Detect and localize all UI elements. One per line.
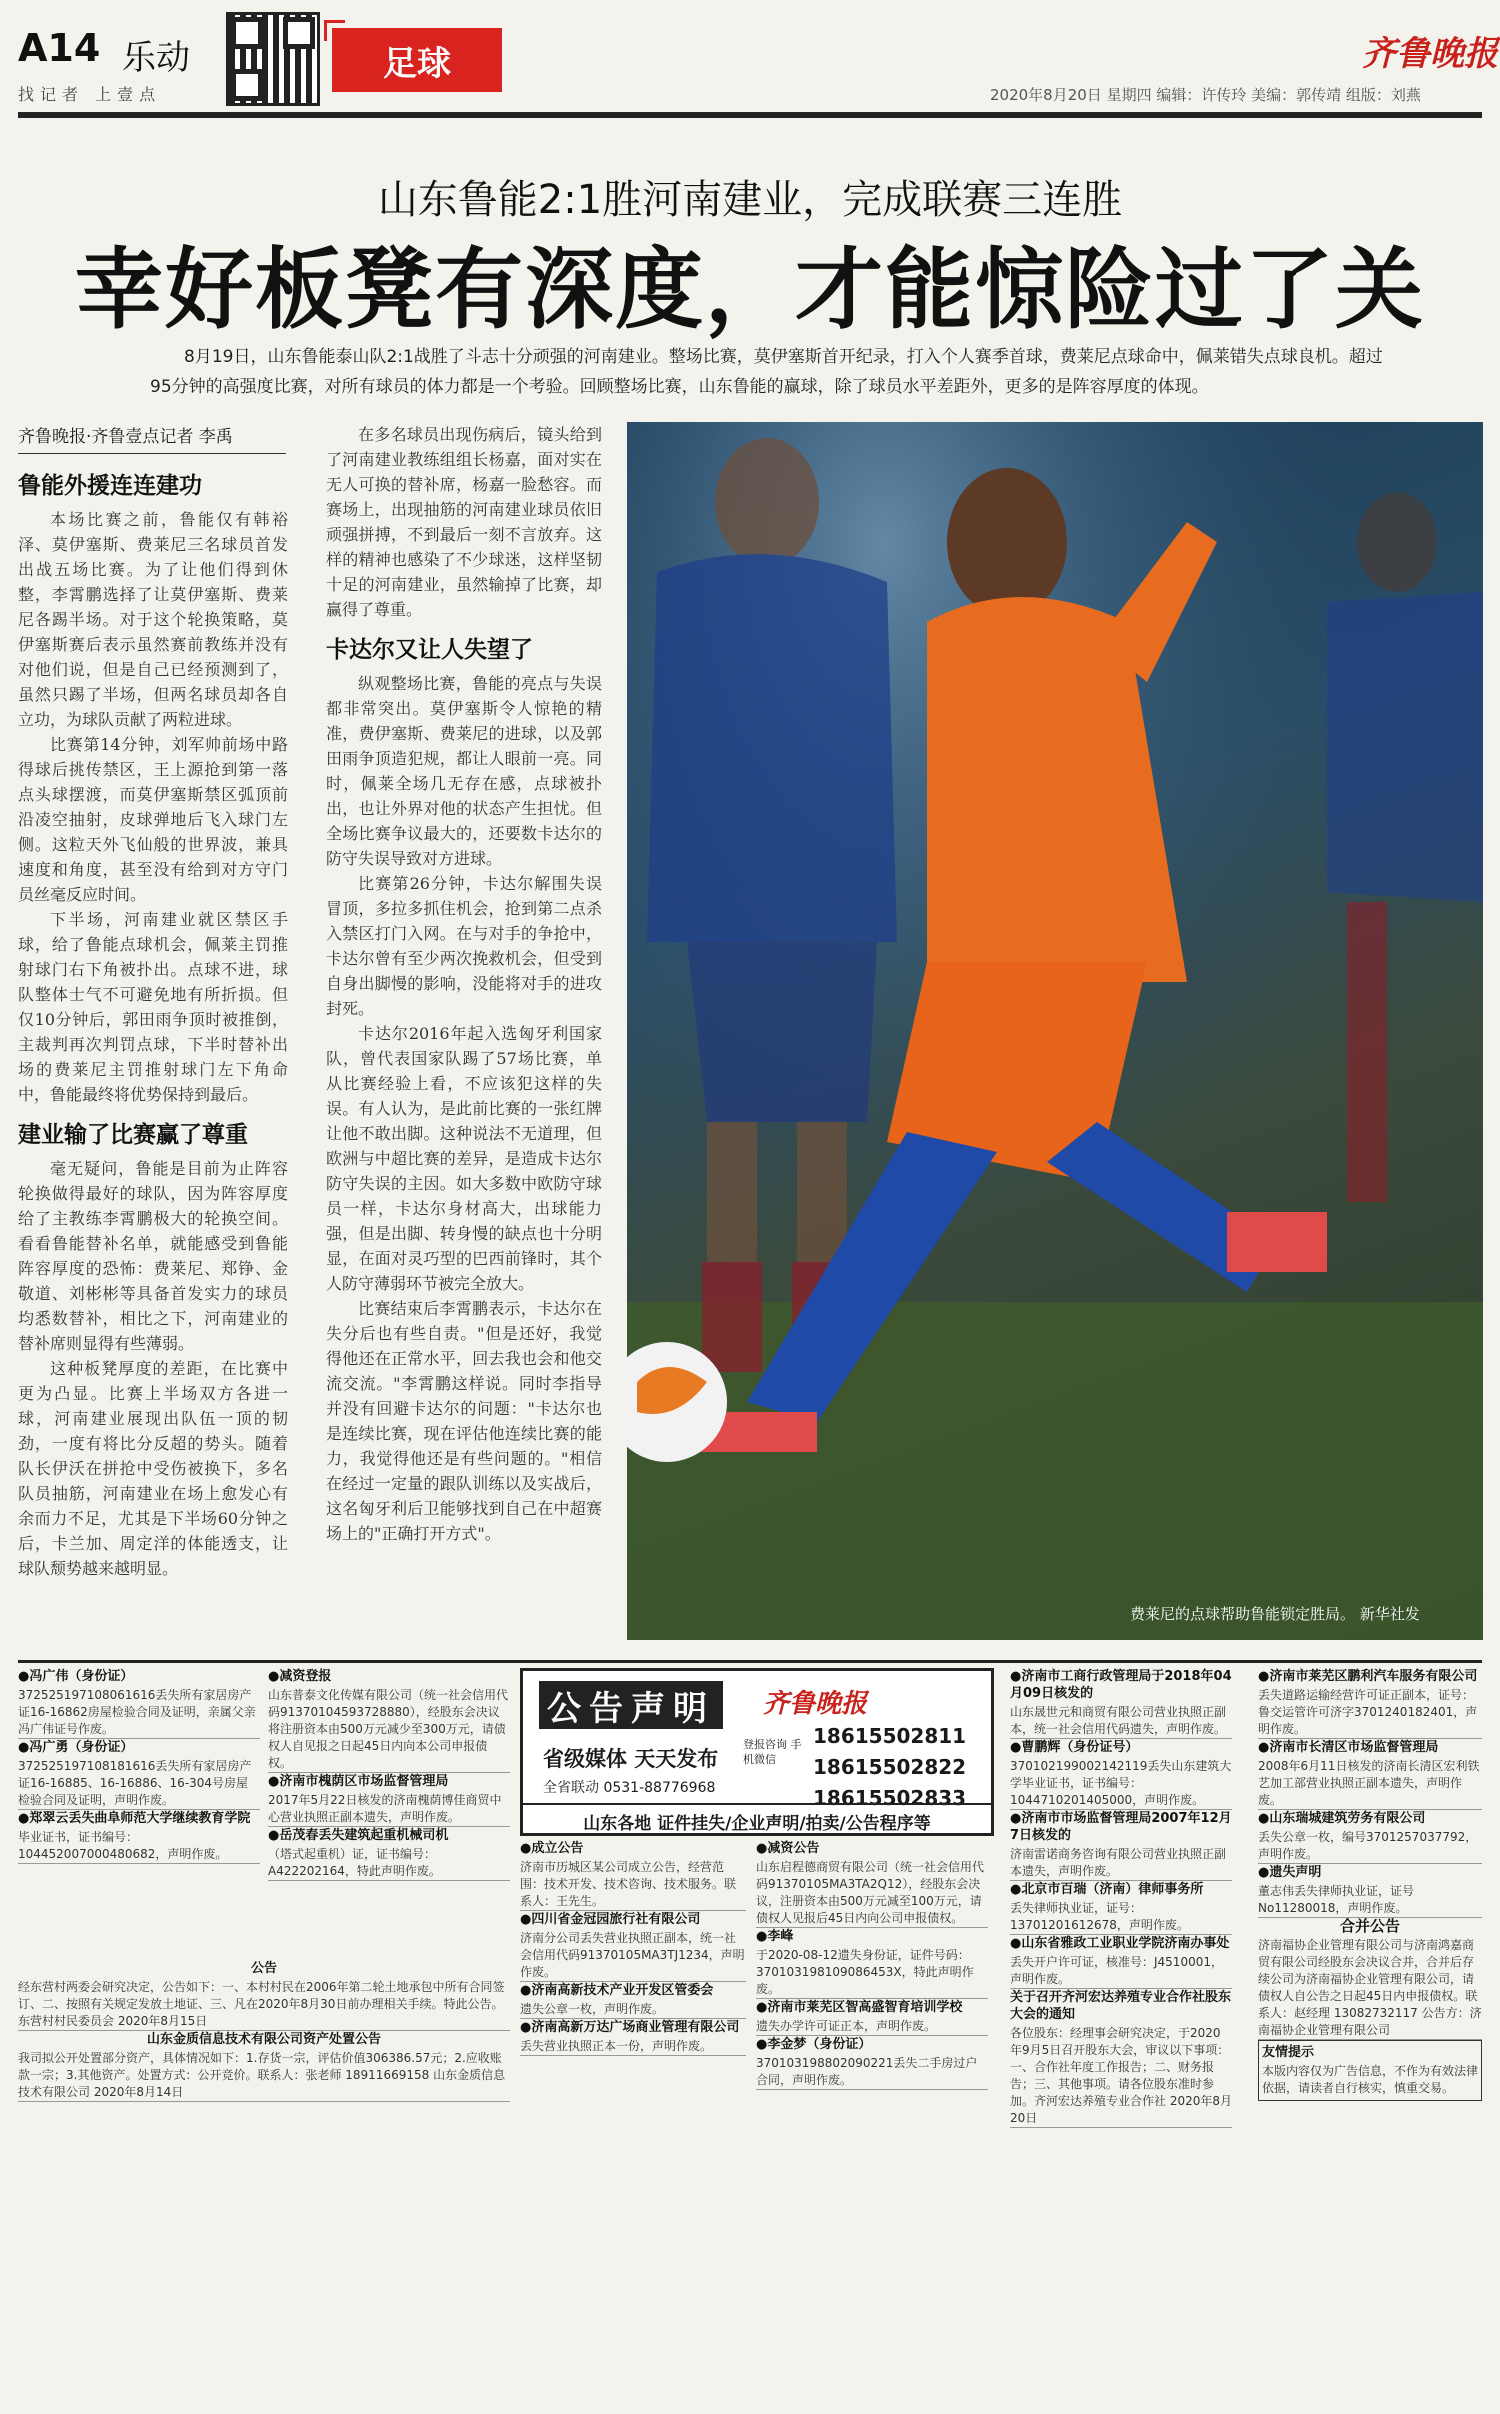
article-column-1 xyxy=(18,470,288,1581)
box-phones: 18615502811 18615502822 18615502833 xyxy=(813,1724,967,1810)
ad-notice: 友情提示 本版内容仅为广告信息，不作为有效法律依据，请读者自行核实，慎重交易。 xyxy=(1258,2040,1482,2101)
ads-column-mid3 xyxy=(756,1840,988,2090)
photo-caption: 费莱尼的点球帮助鲁能锁定胜局。 新华社发 xyxy=(1130,1605,1420,1623)
ad-notice: ●北京市百瑞（济南）律师事务所 丢失律师执业证，证号：13701201612678，声明作废。 xyxy=(1010,1881,1232,1935)
ads-column-right1 xyxy=(1010,1668,1232,2128)
ad-notice: ●成立公告 济南市历城区某公司成立公告，经营范围：技术开发、技术咨询、技术服务。联系人：王先生。 xyxy=(520,1840,746,1911)
byline: 齐鲁晚报·齐鲁壹点记者 李禹 xyxy=(18,422,286,454)
article-headline: 幸好板凳有深度，才能惊险过了关 xyxy=(74,238,1425,341)
box-hotline: 全省联动 0531-88776968 xyxy=(543,1780,716,1796)
paragraph: 卡达尔2016年起入选匈牙利国家队，曾代表国家队踢了57场比赛，单从比赛经验上看，不应该犯这样的失误。有人认为，是此前比赛的一张红牌让他不敢出脚。这种说法不无道理，但欧洲与中超比赛的差异，是造成卡达尔防守失误的主因。如大多数中欧防守球员一样，卡达尔身材高大，出球能力强，但是出脚、转身慢的缺点也十分明显，在面对灵巧型的巴西前锋时，其个人防守薄弱环节被完全放大。 xyxy=(326,1024,602,1293)
ad-notice: ●济南市市场监督管理局2007年12月7日核发的 济南雷诺商务咨询有限公司营业执照正副本遗失，声明作废。 xyxy=(1010,1810,1232,1881)
ad-notice: ●岳茂春丢失建筑起重机械司机 （塔式起重机）证，证书编号：A422202164，特此声明作废。 xyxy=(268,1827,510,1881)
ad-notice: ●减资公告 山东启程德商贸有限公司（统一社会信用代码91370105MA3TA2Q12），经股东会决议，注册资本由500万元减至100万元，请债权人见报后45日内向公司申报债权。 xyxy=(756,1840,988,1928)
ad-notice: ●李峰 于2020-08-12遗失身份证，证件号码：370103198109086453X，特此声明作废。 xyxy=(756,1928,988,1999)
box-title: 公告声明 xyxy=(539,1681,723,1729)
ad-notice: ●冯广伟（身份证） 372525197108061616丢失所有家居房产证16-16862房屋检验合同及证明，亲属父亲冯广伟证号作废。 xyxy=(18,1668,260,1739)
paragraph: 在多名球员出现伤病后，镜头给到了河南建业教练组组长杨嘉，面对实在无人可换的替补席，杨嘉一脸愁容。而赛场上，出现抽筋的河南建业球员依旧顽强拼搏，不到最后一刻不言放弃。这样的精神也感染了不少球迷，这样坚韧十足的河南建业，虽然输掉了比赛，却赢得了尊重。 xyxy=(326,425,602,619)
box-categories: 山东各地 证件挂失/企业声明/拍卖/公告程序等 xyxy=(523,1803,991,1834)
ads-column-mid xyxy=(268,1668,510,1881)
ad-notice: ●济南市工商行政管理局于2018年04月09日核发的 山东晟世元和商贸有限公司营业执照正副本，统一社会信用代码遗失，声明作废。 xyxy=(1010,1668,1232,1739)
ad-notice: ●济南市莱芜区智高盛智育培训学校 遗失办学许可证正本，声明作废。 xyxy=(756,1999,988,2036)
ad-notice: ●济南市莱芜区鹏利汽车服务有限公司 丢失道路运输经营许可证正副本，证号：鲁交运管许可济字3701240182401，声明作废。 xyxy=(1258,1668,1482,1739)
ad-notice: ●四川省金冠园旅行社有限公司 济南分公司丢失营业执照正副本，统一社会信用代码91370105MA3TJ1234，声明作废。 xyxy=(520,1911,746,1982)
paragraph: 比赛第26分钟，卡达尔解围失误冒顶，多拉多抓住机会，抢到第二点杀入禁区打门入网。在与对手的争抢中，卡达尔曾有至少两次挽救机会，但受到自身出脚慢的影响，没能将对手的进攻封死。 xyxy=(326,874,602,1018)
paragraph: 纵观整场比赛，鲁能的亮点与失误都非常突出。莫伊塞斯令人惊艳的精准，费伊塞斯、费莱尼的进球，以及郭田雨争顶造犯规，都让人眼前一亮。同时，佩莱全场几无存在感，点球被扑出，也让外界对他的状态产生担忧。但全场比赛争议最大的，还要数卡达尔的防守失误导致对方进球。 xyxy=(326,674,602,868)
ads-notice-wide xyxy=(18,1960,510,2102)
ads-column-left xyxy=(18,1668,260,1864)
qr-code-icon xyxy=(226,12,320,106)
ads-column-mid2 xyxy=(520,1840,746,2056)
ad-notice: ●山东瑞城建筑劳务有限公司 丢失公章一枚，编号3701257037792，声明作废。 xyxy=(1258,1810,1482,1864)
header-rule xyxy=(18,112,1482,118)
ad-notice: ●郑翠云丢失曲阜师范大学继续教育学院 毕业证书，证书编号：104452007000480682，声明作废。 xyxy=(18,1810,260,1864)
ad-notice: ●冯广勇（身份证） 372525197108181616丢失所有家居房产证16-16885、16-16886、16-304号房屋检验合同及证明，声明作废。 xyxy=(18,1739,260,1810)
section-name: 乐动 xyxy=(122,38,190,78)
box-brand: 齐鲁晚报 xyxy=(763,1689,868,1719)
ads-divider xyxy=(18,1660,1482,1663)
ad-notice: ●山东省雅政工业职业学院济南办事处 丢失开户许可证，核准号：J4510001，声明作废。 xyxy=(1010,1935,1232,1989)
paragraph: 本场比赛之前，鲁能仅有韩裕泽、莫伊塞斯、费莱尼三名球员首发出战五场比赛。为了让他们得到休整，李霄鹏选择了让莫伊塞斯、费莱尼各踢半场。对于这个轮换策略，莫伊塞斯赛后表示虽然赛前教练并没有对他们说，但是自己已经预测到了，虽然只踢了半场，但两名球员却各自立功，为球队贡献了两粒进球。 xyxy=(18,510,288,729)
photo-illustration xyxy=(627,422,1483,1640)
ad-notice: ●曹鹏辉（身份证号） 370102199002142119丢失山东建筑大学毕业证书，证书编号：1044710201405000，声明作废。 xyxy=(1010,1739,1232,1810)
article-kicker: 山东鲁能2:1胜河南建业，完成联赛三连胜 xyxy=(377,177,1123,223)
ad-notice: ●减资登报 山东普泰文化传媒有限公司（统一社会信用代码91370104593728880），经股东会决议将注册资本由500万元减少至300万元，请债权人自见报之日起45日内向本公司申报债权。 xyxy=(268,1668,510,1773)
paragraph: 毫无疑问，鲁能是目前为止阵容轮换做得最好的球队，因为阵容厚度给了主教练李霄鹏极大的轮换空间。看看鲁能替补名单，就能感受到鲁能阵容厚度的恐怖：费莱尼、郑铮、金敬道、刘彬彬等具备首发实力的球员均悉数替补，相比之下，河南建业的替补席则显得有些薄弱。 xyxy=(18,1159,288,1353)
ad-notice: ●遗失声明 董志伟丢失律师执业证，证号No11280018，声明作废。 xyxy=(1258,1864,1482,1918)
sub-slogan: 找记者 上壹点 xyxy=(18,85,162,104)
ad-notice: ●济南高新技术产业开发区管委会 遗失公章一枚，声明作废。 xyxy=(520,1982,746,2019)
section-heading: 卡达尔又让人失望了 xyxy=(326,637,533,663)
ads-column-right2 xyxy=(1258,1668,1482,2101)
box-slogan: 省级媒体 天天发布 xyxy=(543,1747,719,1771)
article-column-2 xyxy=(326,422,602,1546)
ad-notice: ●李金梦（身份证） 370103198802090221丢失二手房过户合同，声明作废。 xyxy=(756,2036,988,2090)
paragraph: 这种板凳厚度的差距，在比赛中更为凸显。比赛上半场双方各进一球，河南建业展现出队伍一顶的韧劲，一度有将比分反超的势头。随着队长伊沃在拼抢中受伤被换下，多名队员抽筋，河南建业在场上愈发心有余而力不足，尤其是下半场60分钟之后，卡兰加、周定洋的体能透支，让球队颓势越来越明显。 xyxy=(18,1359,288,1578)
ad-notice: ●济南市槐荫区市场监督管理局 2017年5月22日核发的济南槐荫博佳商贸中心营业执照正副本遗失，声明作废。 xyxy=(268,1773,510,1827)
section-tag: 足球 xyxy=(332,28,502,92)
match-photo xyxy=(627,422,1483,1640)
paragraph: 下半场，河南建业就区禁区手球，给了鲁能点球机会，佩莱主罚推射球门右下角被扑出。点球不进，球队整体士气不可避免地有所折损。但仅10分钟后，郭田雨争顶时被推倒，主裁判再次判罚点球，下半时替补出场的费莱尼主罚推射球门左下角命中，鲁能最终将优势保持到最后。 xyxy=(18,910,288,1104)
ad-notice: 公告 经东营村两委会研究决定，公告如下：一、本村村民在2006年第二轮土地承包中所有合同签订、二、按照有关规定发放土地证、三、凡在2020年8月30日前办理相关手续。特此公告。东营村村民委员会 2020年8月15日 xyxy=(18,1960,510,2031)
box-note: 登报咨询 手机微信 xyxy=(743,1738,802,1766)
section-heading: 建业输了比赛赢了尊重 xyxy=(18,1122,248,1148)
paragraph: 比赛第14分钟，刘军帅前场中路得球后挑传禁区，王上源抢到第一落点头球摆渡，而莫伊塞斯禁区弧顶前沿凌空抽射，皮球弹地后飞入球门左侧。这粒天外飞仙般的世界波，兼具速度和角度，甚至没有给到对方守门员丝毫反应时间。 xyxy=(18,735,288,904)
ad-notice: 关于召开齐河宏达养殖专业合作社股东大会的通知 各位股东：经理事会研究决定，于2020年9月5日召开股东大会，审议以下事项：一、合作社年度工作报告；二、财务报告；三、其他事项。请各位股东准时参加。齐河宏达养殖专业合作社 2020年8月20日 xyxy=(1010,1989,1232,2128)
masthead-logo: 齐鲁晚报 xyxy=(1362,34,1498,74)
ad-notice: 合并公告 济南福协企业管理有限公司与济南鸿嘉商贸有限公司经股东会决议合并，合并后存续公司为济南福协企业管理有限公司，请债权人自公告之日起45日内申报债权。联系人：赵经理 13082732117 公告方：济南福协企业管理有限公司 xyxy=(1258,1918,1482,2040)
ad-notice: ●济南高新万达广场商业管理有限公司 丢失营业执照正本一份，声明作废。 xyxy=(520,2019,746,2056)
ad-notice: ●济南市长清区市场监督管理局 2008年6月11日核发的济南长清区宏利铁艺加工部营业执照正副本遗失，声明作废。 xyxy=(1258,1739,1482,1810)
notice-ad-box xyxy=(520,1668,994,1836)
page-number: A14 xyxy=(18,26,101,70)
issue-info: 2020年8月20日 星期四 编辑：许传玲 美编：郭传靖 组版：刘燕 xyxy=(990,86,1421,104)
ad-notice: 山东金质信息技术有限公司资产处置公告 我司拟公开处置部分资产，具体情况如下：1.存货一宗，评估价值306386.57元；2.应收账款一宗；3.其他资产。处置方式：公开竞价。联系人：张老师 18911669158 山东金质信息技术有限公司 2020年8月14日 xyxy=(18,2031,510,2102)
section-heading: 鲁能外援连连建功 xyxy=(18,473,202,499)
paragraph: 比赛结束后李霄鹏表示，卡达尔在失分后也有些自责。"但是还好，我觉得他还在正常水平，回去我也会和他交流交流。"李霄鹏这样说。同时李指导并没有回避卡达尔的问题："卡达尔也是连续比赛，现在评估他连续比赛的能力，我觉得他还是有些问题的。"相信在经过一定量的跟队训练以及实战后，这名匈牙利后卫能够找到自己在中超赛场上的"正确打开方式"。 xyxy=(326,1299,602,1543)
article-lede: 8月19日，山东鲁能泰山队2:1战胜了斗志十分顽强的河南建业。整场比赛，莫伊塞斯首开纪录，打入个人赛季首球，费莱尼点球命中，佩莱错失点球良机。超过95分钟的高强度比赛，对所有球员的体力都是一个考验。回顾整场比赛，山东鲁能的赢球，除了球员水平差距外，更多的是阵容厚度的体现。 xyxy=(150,347,1383,397)
